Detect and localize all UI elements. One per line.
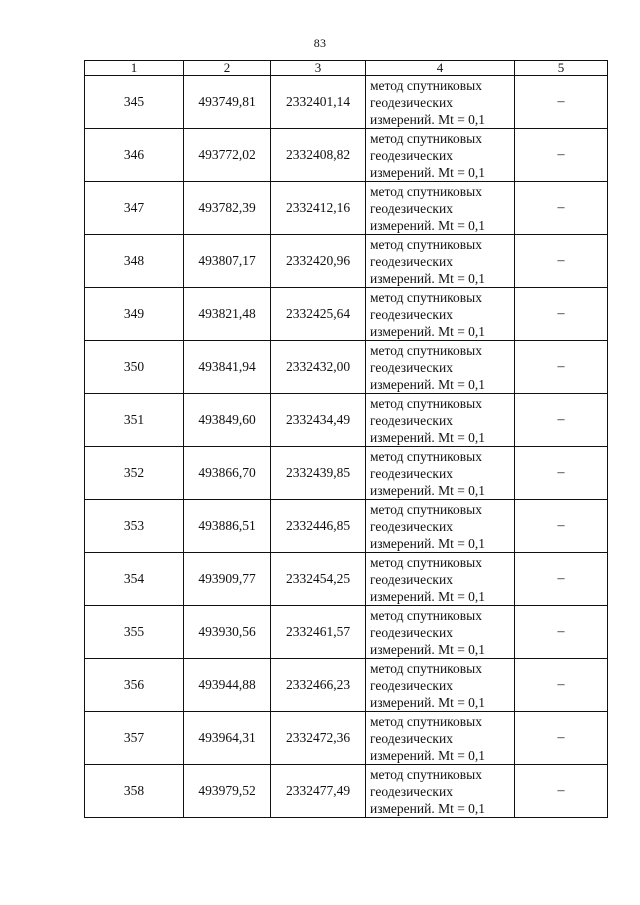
x-coordinate-cell: 493909,77 bbox=[184, 553, 271, 606]
point-number-cell: 353 bbox=[85, 500, 184, 553]
x-coordinate-cell: 493886,51 bbox=[184, 500, 271, 553]
note-cell: – bbox=[515, 341, 608, 394]
y-coordinate-cell: 2332472,36 bbox=[271, 712, 366, 765]
method-cell: метод спутниковых геодезических измерений. Mt = 0,1 bbox=[366, 765, 515, 818]
x-coordinate-cell: 493964,31 bbox=[184, 712, 271, 765]
header-col-1: 1 bbox=[85, 61, 184, 76]
note-cell: – bbox=[515, 76, 608, 129]
method-cell: метод спутниковых геодезических измерений. Mt = 0,1 bbox=[366, 235, 515, 288]
note-cell: – bbox=[515, 606, 608, 659]
table-row bbox=[85, 447, 608, 500]
note-cell: – bbox=[515, 765, 608, 818]
method-cell: метод спутниковых геодезических измерений. Mt = 0,1 bbox=[366, 76, 515, 129]
y-coordinate-cell: 2332454,25 bbox=[271, 553, 366, 606]
point-number-cell: 354 bbox=[85, 553, 184, 606]
point-number-cell: 351 bbox=[85, 394, 184, 447]
table-row bbox=[85, 288, 608, 341]
table-row bbox=[85, 341, 608, 394]
note-cell: – bbox=[515, 447, 608, 500]
table-row bbox=[85, 394, 608, 447]
method-cell: метод спутниковых геодезических измерений. Mt = 0,1 bbox=[366, 659, 515, 712]
point-number-cell: 348 bbox=[85, 235, 184, 288]
y-coordinate-cell: 2332477,49 bbox=[271, 765, 366, 818]
x-coordinate-cell: 493944,88 bbox=[184, 659, 271, 712]
method-cell: метод спутниковых геодезических измерений. Mt = 0,1 bbox=[366, 182, 515, 235]
point-number-cell: 345 bbox=[85, 76, 184, 129]
x-coordinate-cell: 493930,56 bbox=[184, 606, 271, 659]
point-number-cell: 356 bbox=[85, 659, 184, 712]
note-cell: – bbox=[515, 500, 608, 553]
table-row bbox=[85, 659, 608, 712]
x-coordinate-cell: 493772,02 bbox=[184, 129, 271, 182]
y-coordinate-cell: 2332446,85 bbox=[271, 500, 366, 553]
y-coordinate-cell: 2332439,85 bbox=[271, 447, 366, 500]
method-cell: метод спутниковых геодезических измерений. Mt = 0,1 bbox=[366, 606, 515, 659]
note-cell: – bbox=[515, 235, 608, 288]
table-row bbox=[85, 182, 608, 235]
x-coordinate-cell: 493807,17 bbox=[184, 235, 271, 288]
header-col-4: 4 bbox=[366, 61, 515, 76]
point-number-cell: 352 bbox=[85, 447, 184, 500]
x-coordinate-cell: 493849,60 bbox=[184, 394, 271, 447]
note-cell: – bbox=[515, 129, 608, 182]
method-cell: метод спутниковых геодезических измерений. Mt = 0,1 bbox=[366, 553, 515, 606]
coordinates-table bbox=[84, 60, 608, 818]
y-coordinate-cell: 2332401,14 bbox=[271, 76, 366, 129]
table-row bbox=[85, 129, 608, 182]
y-coordinate-cell: 2332434,49 bbox=[271, 394, 366, 447]
table-row bbox=[85, 76, 608, 129]
table-row bbox=[85, 765, 608, 818]
y-coordinate-cell: 2332432,00 bbox=[271, 341, 366, 394]
method-cell: метод спутниковых геодезических измерений. Mt = 0,1 bbox=[366, 288, 515, 341]
table-row bbox=[85, 500, 608, 553]
table-row bbox=[85, 712, 608, 765]
point-number-cell: 357 bbox=[85, 712, 184, 765]
y-coordinate-cell: 2332420,96 bbox=[271, 235, 366, 288]
note-cell: – bbox=[515, 182, 608, 235]
point-number-cell: 358 bbox=[85, 765, 184, 818]
y-coordinate-cell: 2332425,64 bbox=[271, 288, 366, 341]
method-cell: метод спутниковых геодезических измерений. Mt = 0,1 bbox=[366, 447, 515, 500]
table-row bbox=[85, 235, 608, 288]
note-cell: – bbox=[515, 394, 608, 447]
note-cell: – bbox=[515, 659, 608, 712]
x-coordinate-cell: 493821,48 bbox=[184, 288, 271, 341]
table-row bbox=[85, 553, 608, 606]
header-col-5: 5 bbox=[515, 61, 608, 76]
y-coordinate-cell: 2332466,23 bbox=[271, 659, 366, 712]
point-number-cell: 350 bbox=[85, 341, 184, 394]
x-coordinate-cell: 493841,94 bbox=[184, 341, 271, 394]
method-cell: метод спутниковых геодезических измерений. Mt = 0,1 bbox=[366, 129, 515, 182]
table-body bbox=[85, 76, 608, 818]
table-row bbox=[85, 606, 608, 659]
header-col-3: 3 bbox=[271, 61, 366, 76]
x-coordinate-cell: 493866,70 bbox=[184, 447, 271, 500]
point-number-cell: 347 bbox=[85, 182, 184, 235]
header-col-2: 2 bbox=[184, 61, 271, 76]
page-number: 83 bbox=[313, 36, 327, 50]
method-cell: метод спутниковых геодезических измерений. Mt = 0,1 bbox=[366, 394, 515, 447]
method-cell: метод спутниковых геодезических измерений. Mt = 0,1 bbox=[366, 341, 515, 394]
y-coordinate-cell: 2332408,82 bbox=[271, 129, 366, 182]
header-row bbox=[85, 61, 608, 76]
point-number-cell: 355 bbox=[85, 606, 184, 659]
x-coordinate-cell: 493979,52 bbox=[184, 765, 271, 818]
x-coordinate-cell: 493782,39 bbox=[184, 182, 271, 235]
y-coordinate-cell: 2332461,57 bbox=[271, 606, 366, 659]
method-cell: метод спутниковых геодезических измерений. Mt = 0,1 bbox=[366, 712, 515, 765]
x-coordinate-cell: 493749,81 bbox=[184, 76, 271, 129]
note-cell: – bbox=[515, 712, 608, 765]
note-cell: – bbox=[515, 553, 608, 606]
y-coordinate-cell: 2332412,16 bbox=[271, 182, 366, 235]
note-cell: – bbox=[515, 288, 608, 341]
point-number-cell: 349 bbox=[85, 288, 184, 341]
method-cell: метод спутниковых геодезических измерений. Mt = 0,1 bbox=[366, 500, 515, 553]
table-header bbox=[85, 61, 608, 76]
point-number-cell: 346 bbox=[85, 129, 184, 182]
